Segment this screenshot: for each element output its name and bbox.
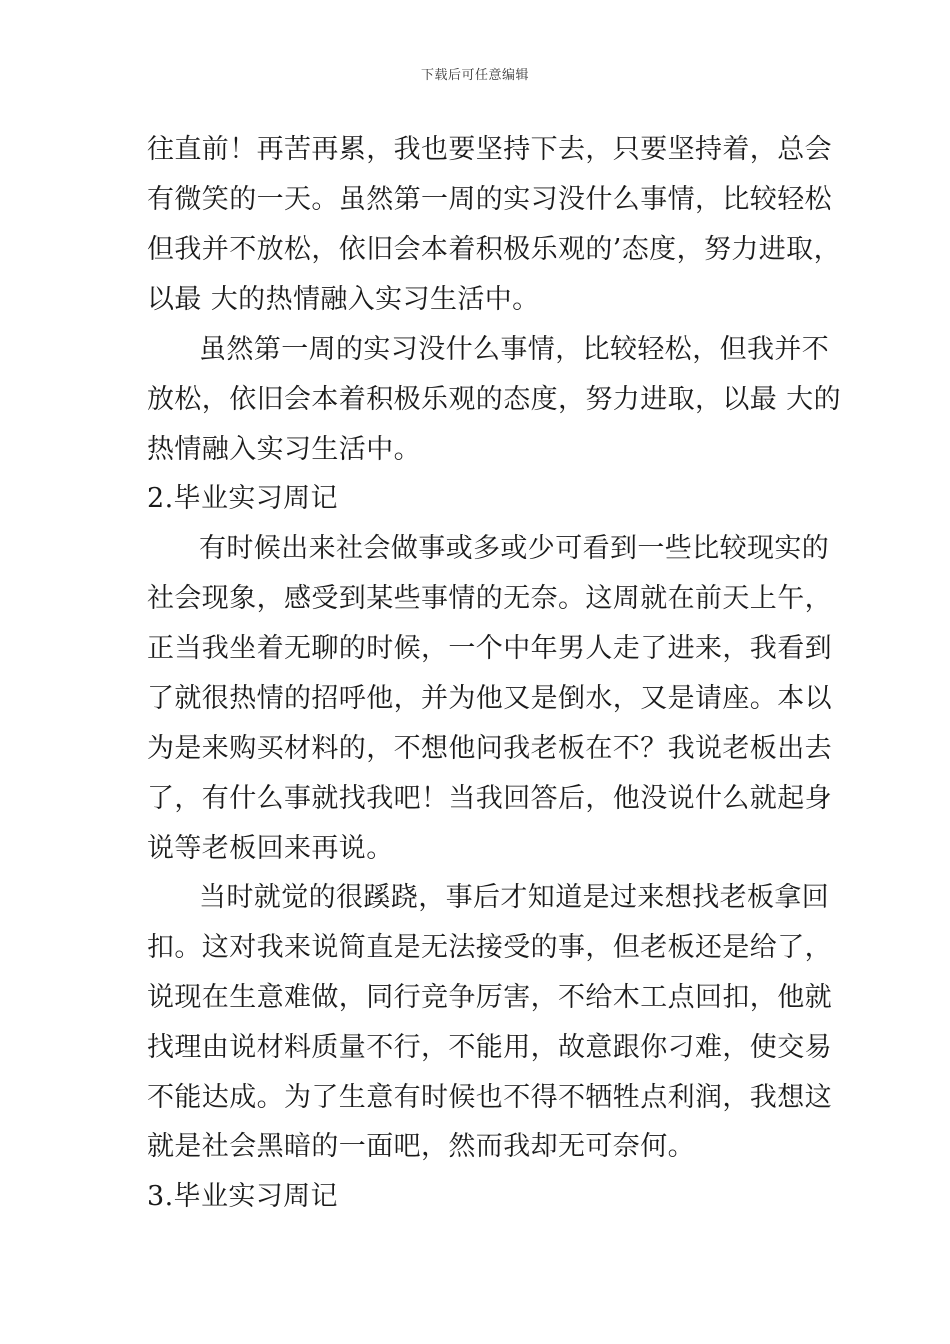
paragraph-first-line: 有时候出来社会做事或多或少可看到一些比较现实的 bbox=[199, 533, 830, 564]
text-line: 但我并不放松，依旧会本着积极乐观的’态度，努力进取， bbox=[147, 234, 841, 265]
section-heading: 2.毕业实习周记 bbox=[147, 483, 338, 514]
text-line: 为是来购买材料的，不想他问我老板在不？我说老板出去 bbox=[147, 733, 832, 764]
text-line: 有微笑的一天。虽然第一周的实习没什么事情，比较轻松 bbox=[147, 184, 832, 215]
text-line: 了，有什么事就找我吧！当我回答后，他没说什么就起身 bbox=[147, 783, 832, 814]
text-line: 了就很热情的招呼他，并为他又是倒水，又是请座。本以 bbox=[147, 683, 832, 714]
text-line: 就是社会黑暗的一面吧，然而我却无可奈何。 bbox=[147, 1131, 695, 1162]
text-line: 社会现象，感受到某些事情的无奈。这周就在前天上午， bbox=[147, 583, 832, 614]
text-line: 放松，依旧会本着积极乐观的态度，努力进取，以最 大的 bbox=[147, 384, 841, 415]
text-line: 找理由说材料质量不行，不能用，故意跟你刁难，使交易 bbox=[147, 1032, 832, 1063]
text-line: 热情融入实习生活中。 bbox=[147, 434, 421, 465]
text-line: 说等老板回来再说。 bbox=[147, 833, 394, 864]
text-line: 扣。这对我来说简直是无法接受的事，但老板还是给了， bbox=[147, 932, 832, 963]
paragraph-first-line: 当时就觉的很蹊跷，事后才知道是过来想找老板拿回 bbox=[199, 882, 830, 913]
text-line: 说现在生意难做，同行竞争厉害，不给木工点回扣，他就 bbox=[147, 982, 832, 1013]
page-header: 下载后可任意编辑 bbox=[420, 68, 529, 83]
text-line: 往直前！再苦再累，我也要坚持下去，只要坚持着，总会 bbox=[147, 134, 832, 165]
section-heading: 3.毕业实习周记 bbox=[147, 1181, 338, 1212]
text-line: 正当我坐着无聊的时候，一个中年男人走了进来，我看到 bbox=[147, 633, 832, 664]
text-line: 以最 大的热情融入实习生活中。 bbox=[147, 284, 540, 315]
text-line: 不能达成。为了生意有时候也不得不牺牲点利润，我想这 bbox=[147, 1082, 832, 1113]
paragraph-first-line: 虽然第一周的实习没什么事情，比较轻松，但我并不 bbox=[199, 334, 830, 365]
